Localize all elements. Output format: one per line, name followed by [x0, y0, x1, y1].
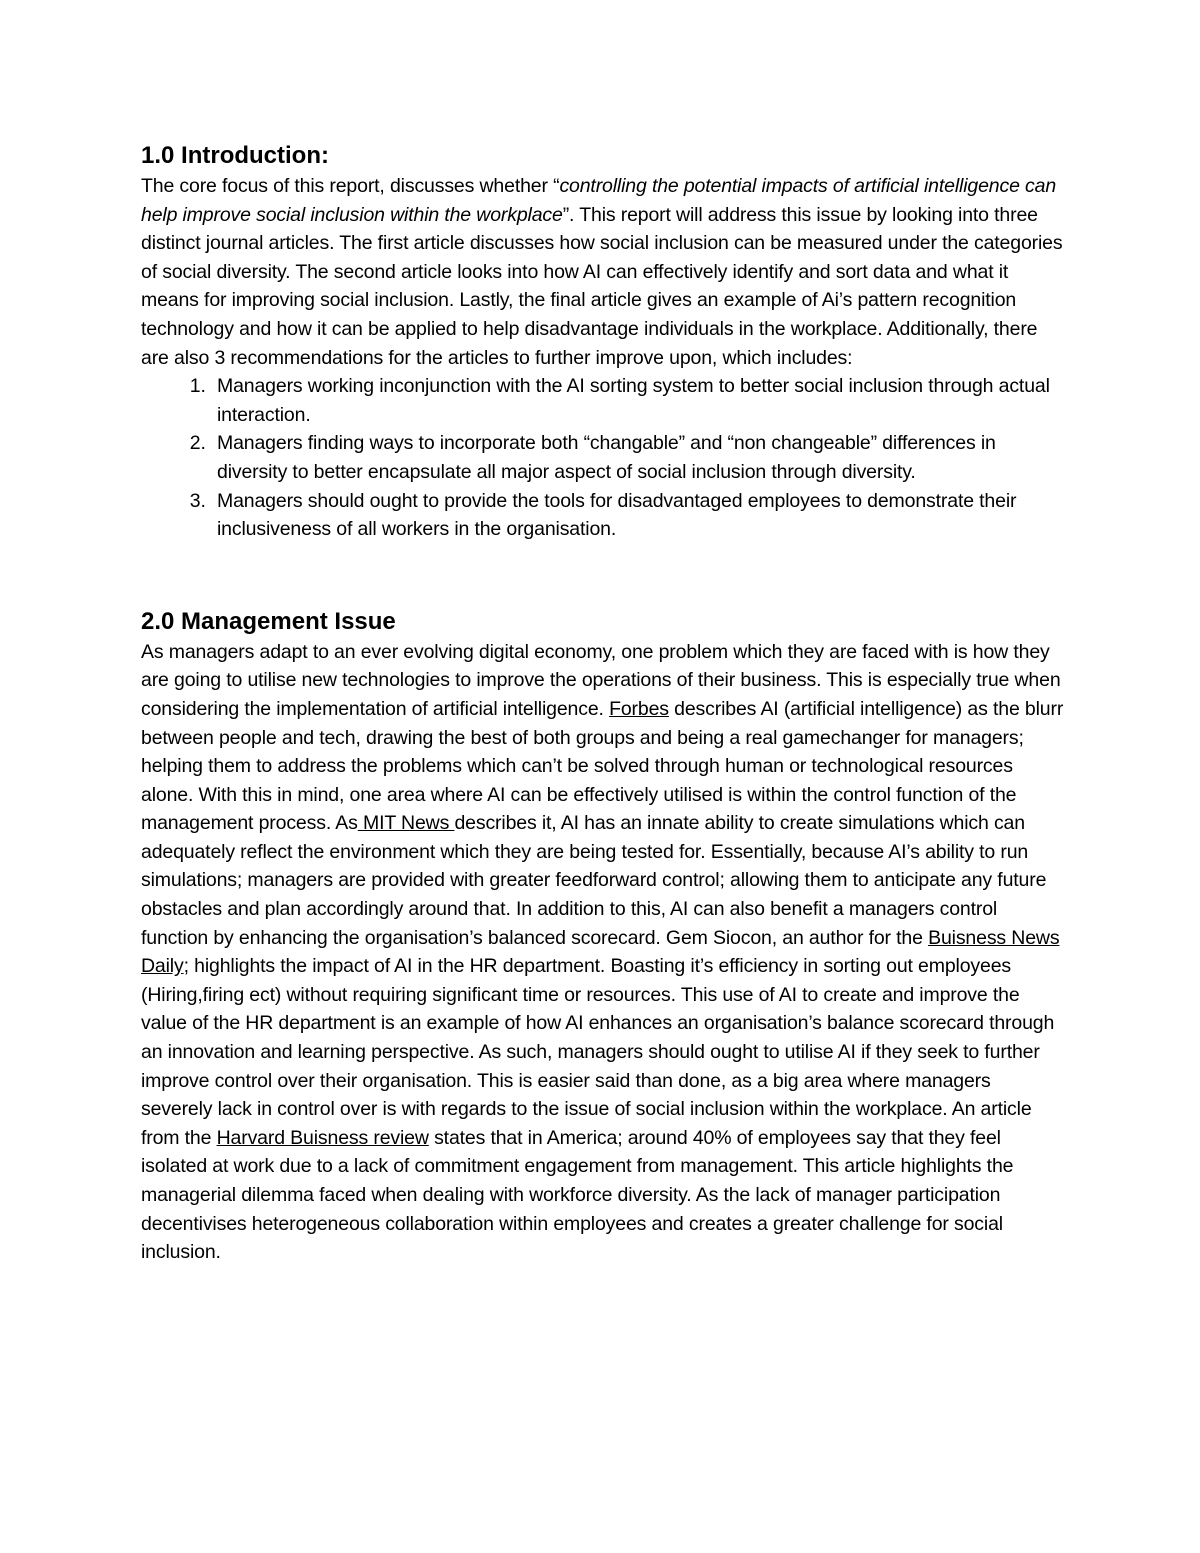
mgmt-text-5: states that in America; around 40% of employees say that they feel isolated at work due to a lack of commitment engagement from management. This article highlights the managerial dilemma faced when dealing with workforce diversity. As the lack of manager participation decentivises heterogeneous collaboration within employees and creates a greater challenge for social inclusion. [141, 1126, 1014, 1264]
mgmt-text-2: describes AI (artificial intelligence) as the blurr between people and tech, drawing the best of both groups and being a real gamechanger for managers; helping them to address the problems which can’t be solved through human or technological resources alone. With this in mind, one area where AI can be effectively utilised is within the control function of the management process. As [141, 697, 1064, 835]
recommendation-item: 2. Managers finding ways to incorporate both “changable” and “non changeable” differences in diversity to better encapsulate all major aspect of social inclusion through diversity. [211, 429, 1066, 486]
management-issue-heading: 2.0 Management Issue [141, 607, 396, 635]
harvard-business-review-link[interactable]: Harvard Buisness review [216, 1126, 429, 1149]
mgmt-text-4: ; highlights the impact of AI in the HR department. Boasting it’s efficiency in sorting out employees (Hiring,firing ect) without requiring significant time or resources. This use of AI to create and improve the value of the HR department is an example of how AI enhances an organisation’s balance scorecard through an innovation and learning perspective. As such, managers should ought to utilise AI if they seek to further improve control over their organisation. This is easier said than done, as a big area where managers severely lack in control over is with regards to the issue of social inclusion within the workplace. An article from the [141, 955, 1055, 1149]
management-issue-paragraph [141, 638, 1066, 1267]
mit-news-link[interactable]: MIT News [357, 812, 455, 835]
business-news-daily-link[interactable]: Buisness News Daily [141, 926, 1060, 978]
recommendation-item: 3. Managers should ought to provide the tools for disadvantaged employees to demonstrate their inclusiveness of all workers in the organisation. [211, 487, 1066, 544]
intro-text-after: ”. This report will address this issue by looking into three distinct journal articles. The first article discusses how social inclusion can be measured under the categories of social diversity. The second article looks into how AI can effectively identify and sort data and what it means for improving social inclusion. Lastly, the final article gives an example of Ai’s pattern recognition technology and how it can be applied to help disadvantage individuals in the workplace. Additionally, there are also 3 recommendations for the articles to further improve upon, which includes: [141, 203, 1063, 369]
mgmt-text-3: describes it, AI has an innate ability to create simulations which can adequately reflect the environment which they are being tested for. Essentially, because AI’s ability to run simulations; managers are provided with greater feedforward control; allowing them to anticipate any future obstacles and plan accordingly around that. In addition to this, AI can also benefit a managers control function by enhancing the organisation’s balanced scorecard. Gem Siocon, an author for the [141, 812, 1047, 949]
section-spacer [141, 544, 1066, 606]
intro-paragraph [141, 172, 1066, 372]
intro-text-before: The core focus of this report, discusses whether “ [141, 175, 560, 197]
forbes-link[interactable]: Forbes [609, 697, 669, 720]
recommendations-list [141, 372, 1066, 544]
document-page [141, 140, 1066, 1267]
intro-quote: controlling the potential impacts of artificial intelligence can help improve social inclusion within the workplace [141, 175, 1057, 226]
recommendation-item: 1. Managers working inconjunction with the AI sorting system to better social inclusion through actual interaction. [211, 372, 1066, 429]
mgmt-text-1: As managers adapt to an ever evolving digital economy, one problem which they are faced with is how they are going to utilise new technologies to improve the operations of their business. This is especially true when considering the implementation of artificial intelligence. [141, 640, 1061, 720]
intro-heading: 1.0 Introduction: [141, 142, 329, 169]
